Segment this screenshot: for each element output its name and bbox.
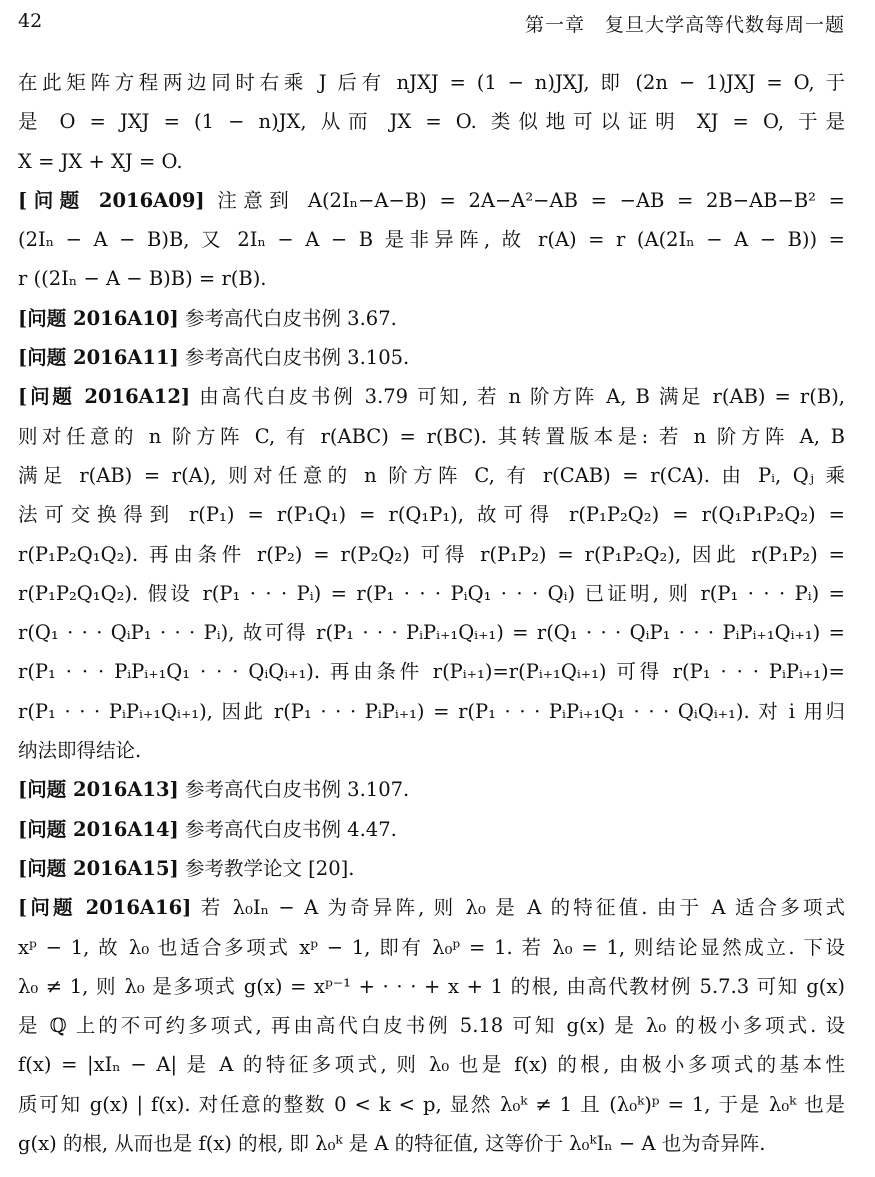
text-line [18,888,845,927]
text-line [18,181,845,220]
text-line [18,456,845,495]
page-header [18,6,845,38]
problem-tag: [问题 2016A16] [18,896,192,920]
line-text: 是 O = JXJ = (1 − n)JX, 从而 JX = O. 类似地可以证明 XJ = O, 于是 [18,110,845,134]
problem-tag: [问题 2016A10] [18,306,179,330]
problem-tag: [问题 2016A15] [18,856,179,880]
paragraph [18,849,845,888]
problem-tag: [问题 2016A13] [18,778,179,802]
problem-tag: [问题 2016A09] [18,188,205,212]
line-text: r(P₁P₂Q₁Q₂). 再由条件 r(P₂) = r(P₂Q₂) 可得 r(P₁P₂) = r(P₁P₂Q₂), 因此 r(P₁P₂) = [18,542,845,566]
text-line [18,338,845,377]
chapter-title: 第一章 复旦大学高等代数每周一题 [524,14,845,36]
line-text: r(P₁P₂Q₁Q₂). 假设 r(P₁ · · · Pᵢ) = r(P₁ · · · PᵢQ₁ · · · Qᵢ) 已证明, 则 r(P₁ · · · Pᵢ) = [18,581,845,605]
paragraph [18,377,845,770]
text-line [18,102,845,141]
text-line [18,1045,845,1084]
problem-tag: [问题 2016A11] [18,346,179,370]
text-line [18,495,845,534]
text-line [18,652,845,691]
text-line [18,692,845,731]
paragraph [18,181,845,299]
text-line [18,299,845,338]
line-text: (2Iₙ − A − B)B, 又 2Iₙ − A − B 是非异阵, 故 r(A) = r (A(2Iₙ − A − B)) = [18,228,845,252]
text-line [18,967,845,1006]
line-text: 若 λ₀Iₙ − A 为奇异阵, 则 λ₀ 是 A 的特征值. 由于 A 适合多项式 [191,896,845,920]
text-line [18,417,845,456]
paragraph [18,810,845,849]
text-line [18,63,845,102]
text-line [18,810,845,849]
line-text: 质可知 g(x) | f(x). 对任意的整数 0 < k < p, 显然 λ₀ᵏ ≠ 1 且 (λ₀ᵏ)ᵖ = 1, 于是 λ₀ᵏ 也是 [18,1092,845,1116]
line-text: X = JX + XJ = O. [18,149,183,173]
text-line [18,220,845,259]
text-line [18,849,845,888]
line-text: g(x) 的根, 从而也是 f(x) 的根, 即 λ₀ᵏ 是 A 的特征值, 这等价于 λ₀ᵏIₙ − A 也为奇异阵. [18,1132,766,1156]
line-text: 由高代白皮书例 3.79 可知, 若 n 阶方阵 A, B 满足 r(AB) = r(B), [190,385,845,409]
line-text: 法可交换得到 r(P₁) = r(P₁Q₁) = r(Q₁P₁), 故可得 r(P₁P₂Q₂) = r(Q₁P₁P₂Q₂) = [18,503,845,527]
line-text: 参考高代白皮书例 3.105. [178,346,410,370]
line-text: r(P₁ · · · PᵢPᵢ₊₁Q₁ · · · QᵢQᵢ₊₁). 再由条件 r(Pᵢ₊₁)=r(Pᵢ₊₁Qᵢ₊₁) 可得 r(P₁ · · · PᵢPᵢ₊₁)= [18,660,845,684]
line-text: 在此矩阵方程两边同时右乘 J 后有 nJXJ = (1 − n)JXJ, 即 (2n − 1)JXJ = O, 于 [18,71,845,94]
line-text: 参考高代白皮书例 4.47. [178,817,397,841]
line-text: r(P₁ · · · PᵢPᵢ₊₁Qᵢ₊₁), 因此 r(P₁ · · · PᵢPᵢ₊₁) = r(P₁ · · · PᵢPᵢ₊₁Q₁ · · · QᵢQᵢ₊₁). 对 i 用归 [18,699,845,723]
line-text: r ((2Iₙ − A − B)B) = r(B). [18,267,267,291]
text-line [18,770,845,809]
problem-tag: [问题 2016A12] [18,385,191,409]
text-line [18,613,845,652]
line-text: 注意到 A(2Iₙ−A−B) = 2A−A²−AB = −AB = 2B−AB−B² = [204,188,845,212]
paragraph [18,299,845,338]
text-line [18,574,845,613]
line-text: 参考教学论文 [20]. [178,856,355,880]
text-line [18,1085,845,1124]
text-line [18,259,845,298]
line-text: 参考高代白皮书例 3.67. [178,306,397,330]
text-line [18,142,845,181]
line-text: f(x) = |xIₙ − A| 是 A 的特征多项式, 则 λ₀ 也是 f(x) 的根, 由极小多项式的基本性 [18,1053,845,1077]
line-text: 是 ℚ 上的不可约多项式, 再由高代白皮书例 5.18 可知 g(x) 是 λ₀ 的极小多项式. 设 [18,1014,845,1038]
paragraph [18,63,845,181]
line-text: 满足 r(AB) = r(A), 则对任意的 n 阶方阵 C, 有 r(CAB) = r(CA). 由 Pᵢ, Qⱼ 乘 [18,463,845,487]
line-text: r(Q₁ · · · QᵢP₁ · · · Pᵢ), 故可得 r(P₁ · · · PᵢPᵢ₊₁Qᵢ₊₁) = r(Q₁ · · · QᵢP₁ · · · PᵢPᵢ₊₁Qᵢ₊₁) = [18,621,845,645]
problem-tag: [问题 2016A14] [18,817,179,841]
line-text: 参考高代白皮书例 3.107. [178,778,410,802]
page-number: 42 [18,10,43,32]
text-line [18,535,845,574]
paragraph [18,338,845,377]
document-body [18,63,845,1163]
text-line [18,731,845,770]
text-line [18,928,845,967]
paragraph [18,770,845,809]
line-text: λ₀ ≠ 1, 则 λ₀ 是多项式 g(x) = xᵖ⁻¹ + · · · + x + 1 的根, 由高代教材例 5.7.3 可知 g(x) [18,974,845,998]
text-line [18,1006,845,1045]
line-text: 纳法即得结论. [18,739,142,763]
line-text: 则对任意的 n 阶方阵 C, 有 r(ABC) = r(BC). 其转置版本是: 若 n 阶方阵 A, B [18,424,845,448]
line-text: xᵖ − 1, 故 λ₀ 也适合多项式 xᵖ − 1, 即有 λ₀ᵖ = 1. 若 λ₀ = 1, 则结论显然成立. 下设 [18,935,845,959]
text-line [18,1124,845,1163]
text-line [18,377,845,416]
paragraph [18,888,845,1163]
